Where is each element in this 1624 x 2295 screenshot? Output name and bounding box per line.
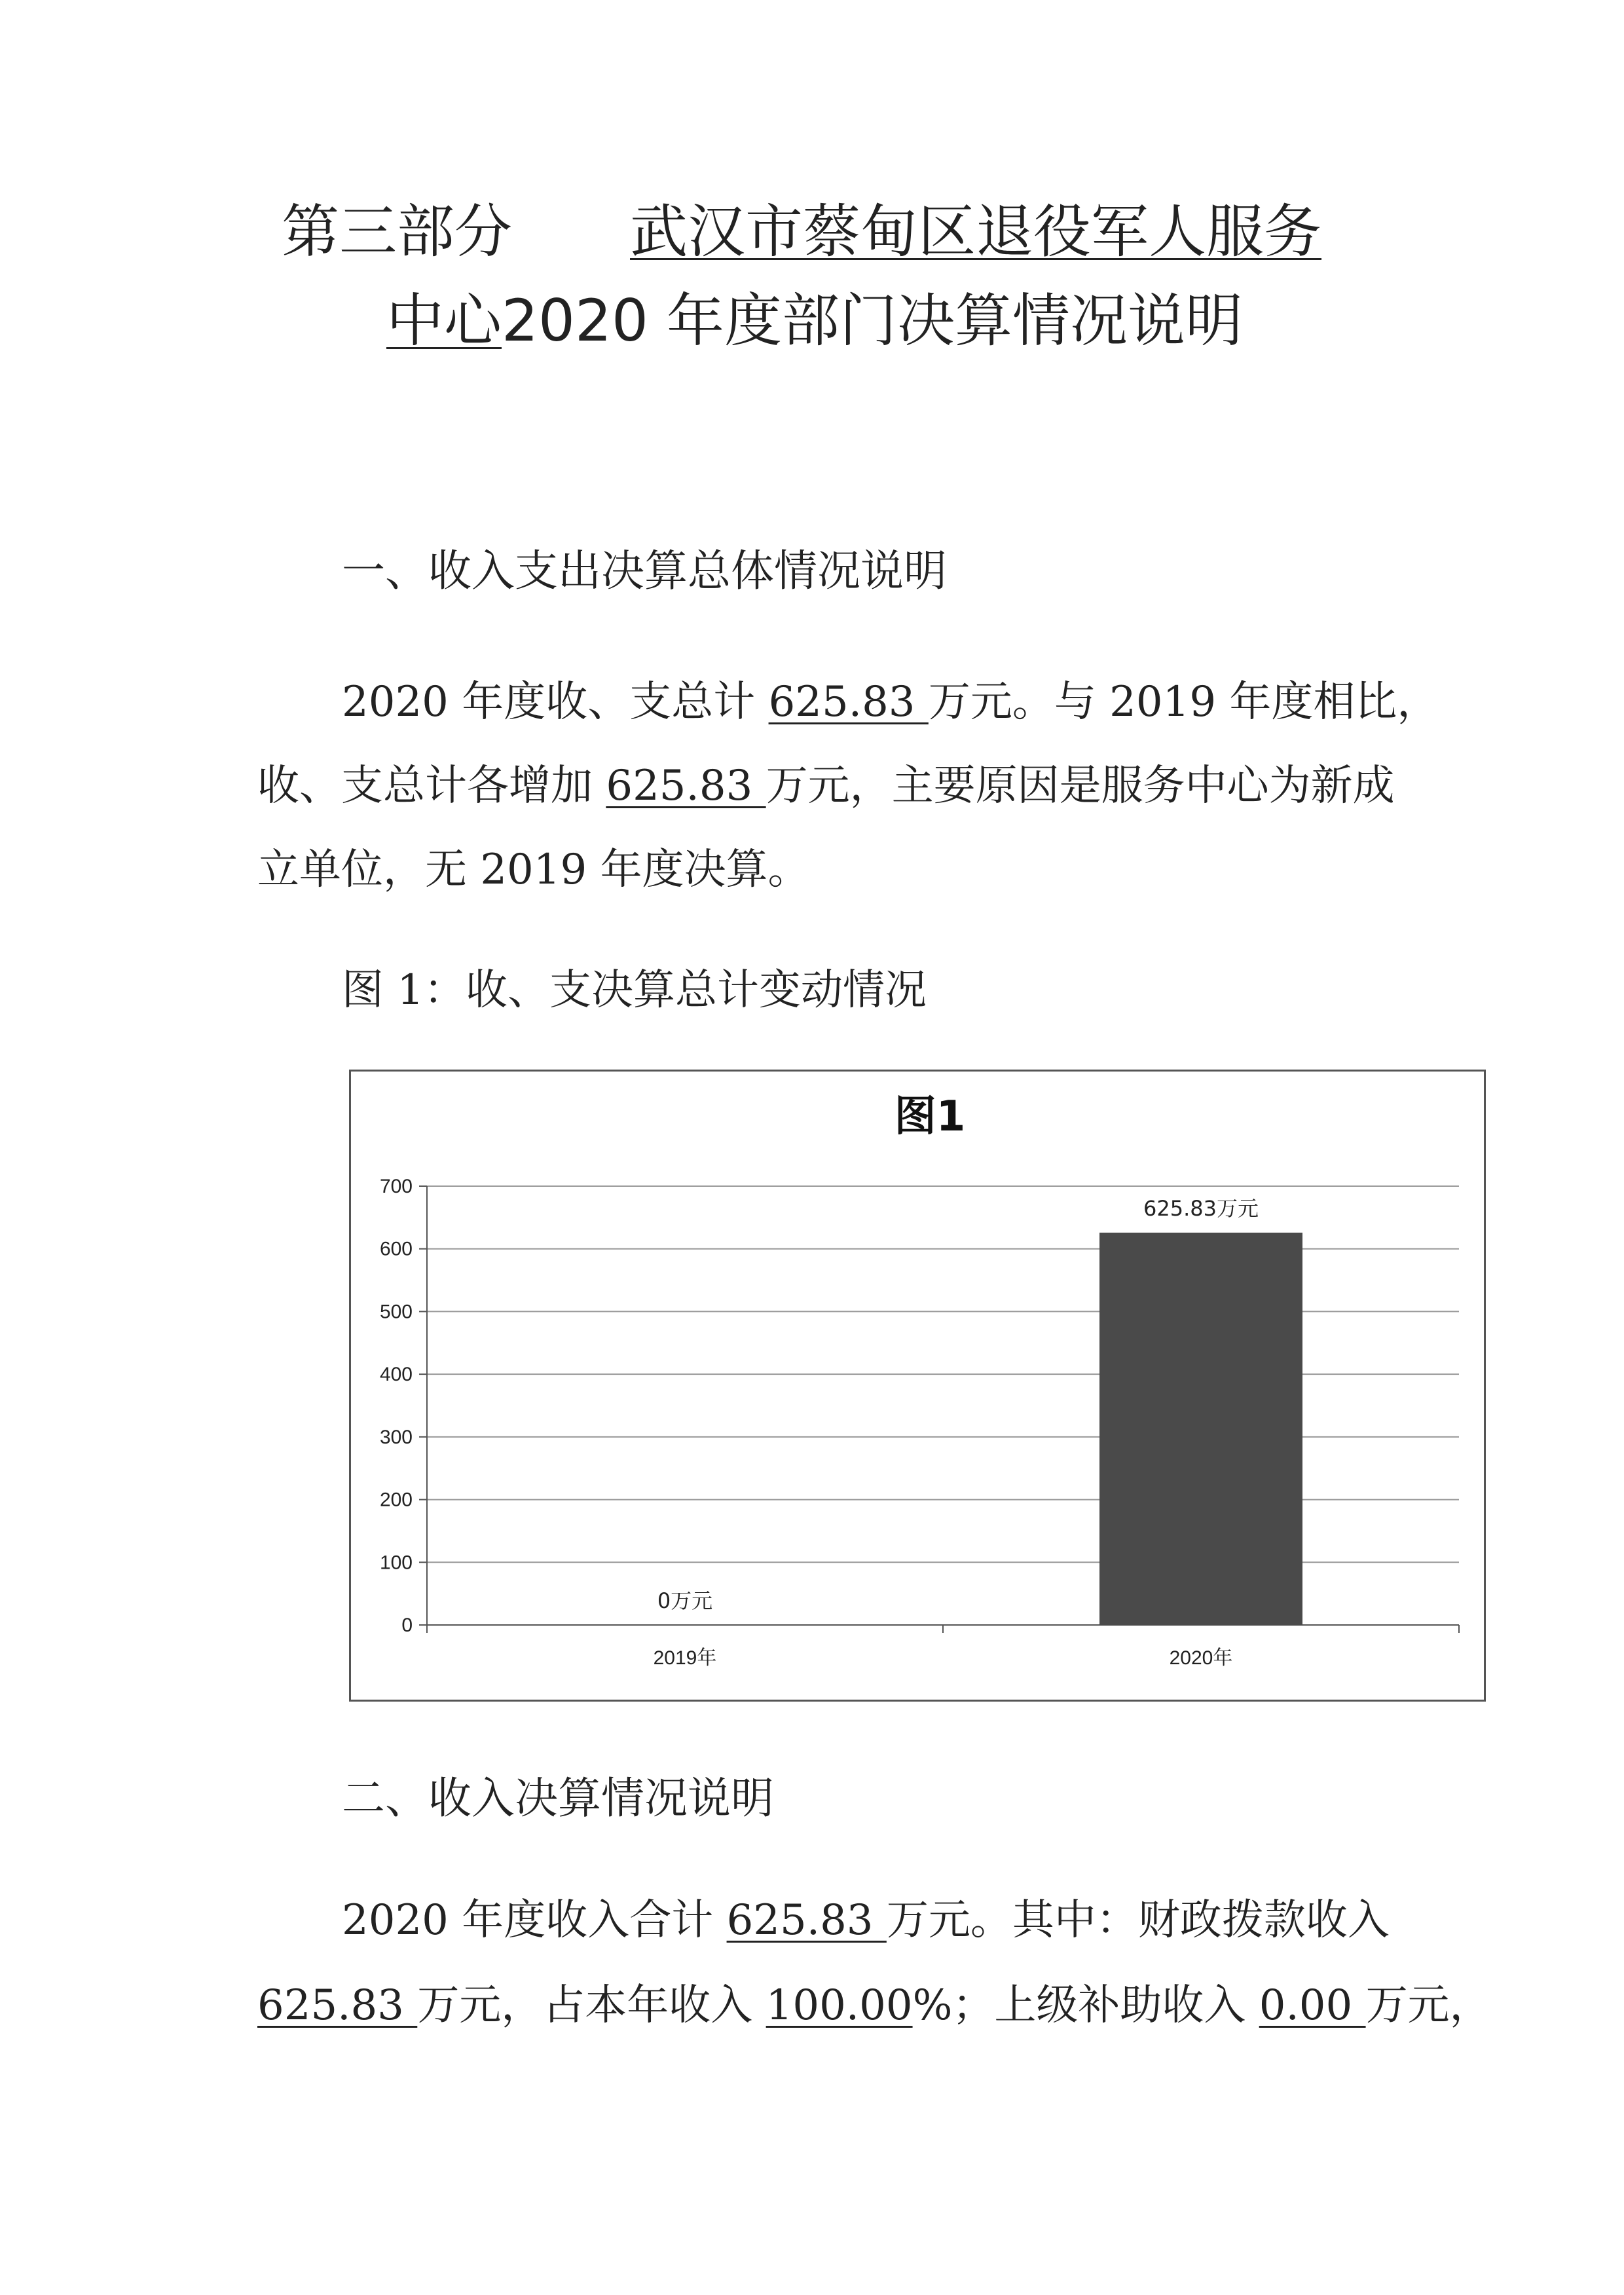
section1-heading: 一、收入支出决算总体情况说明 [342, 546, 947, 596]
text: 收、支总计各增加 [257, 762, 606, 810]
superior-subsidy-amount: 0.00 [1259, 1981, 1366, 2030]
y-tick-label: 400 [379, 1364, 413, 1386]
title-rest: 2020 年度部门决算情况说明 [502, 287, 1243, 354]
document-title-line1 [282, 186, 1321, 278]
y-tick-label: 700 [379, 1176, 413, 1197]
y-tick-label: 500 [379, 1301, 413, 1323]
text: 万元， [1365, 1981, 1492, 2030]
x-tick-label: 2019年 [653, 1647, 717, 1669]
increase-amount: 625.83 [606, 762, 766, 810]
fiscal-allocation-percent: 100.00 [766, 1981, 913, 2030]
section1-paragraph-line2 [257, 752, 1395, 812]
title-part: 第三部分 [282, 198, 513, 265]
income-total: 625.83 [726, 1896, 887, 1945]
y-tick-label: 0 [401, 1614, 413, 1636]
y-tick-label: 600 [379, 1238, 413, 1260]
data-label: 0万元 [657, 1588, 713, 1613]
title-unit-name-line2: 中心 [386, 287, 502, 354]
text: 2020 年度收入合计 [342, 1896, 727, 1945]
figure-caption: 图 1：收、支决算总计变动情况 [342, 966, 927, 1015]
document-title-line2 [386, 275, 1243, 367]
y-tick-label: 100 [379, 1552, 413, 1574]
total-amount: 625.83 [768, 678, 929, 726]
text: %；上级补助收入 [912, 1981, 1259, 2030]
text: 2020 年度收、支总计 [342, 678, 769, 726]
data-label: 625.83万元 [1143, 1195, 1259, 1221]
fiscal-allocation-amount: 625.83 [257, 1981, 418, 2030]
section2-paragraph-line2 [257, 1971, 1492, 2032]
text: 万元，主要原因是服务中心为新成 [766, 762, 1395, 810]
chart-title: 图1 [894, 1092, 966, 1141]
chart-frame [349, 1070, 1486, 1702]
section2-paragraph-line1 [342, 1886, 1390, 1947]
section1-paragraph-line1 [342, 668, 1439, 728]
text: 万元。与 2019 年度相比， [928, 678, 1439, 726]
bar-2020年 [1099, 1233, 1302, 1625]
y-tick-label: 300 [379, 1426, 413, 1448]
section1-paragraph-line3: 立单位，无 2019 年度决算。 [257, 846, 810, 894]
y-tick-label: 200 [379, 1489, 413, 1511]
x-tick-label: 2020年 [1169, 1647, 1233, 1669]
text: 万元，占本年收入 [417, 1981, 766, 2030]
text: 万元。其中：财政拨款收入 [886, 1896, 1390, 1945]
section2-heading: 二、收入决算情况说明 [342, 1773, 774, 1823]
title-unit-name-line1: 武汉市蔡甸区退役军人服务 [630, 198, 1322, 265]
bar-chart [351, 1072, 1484, 1700]
